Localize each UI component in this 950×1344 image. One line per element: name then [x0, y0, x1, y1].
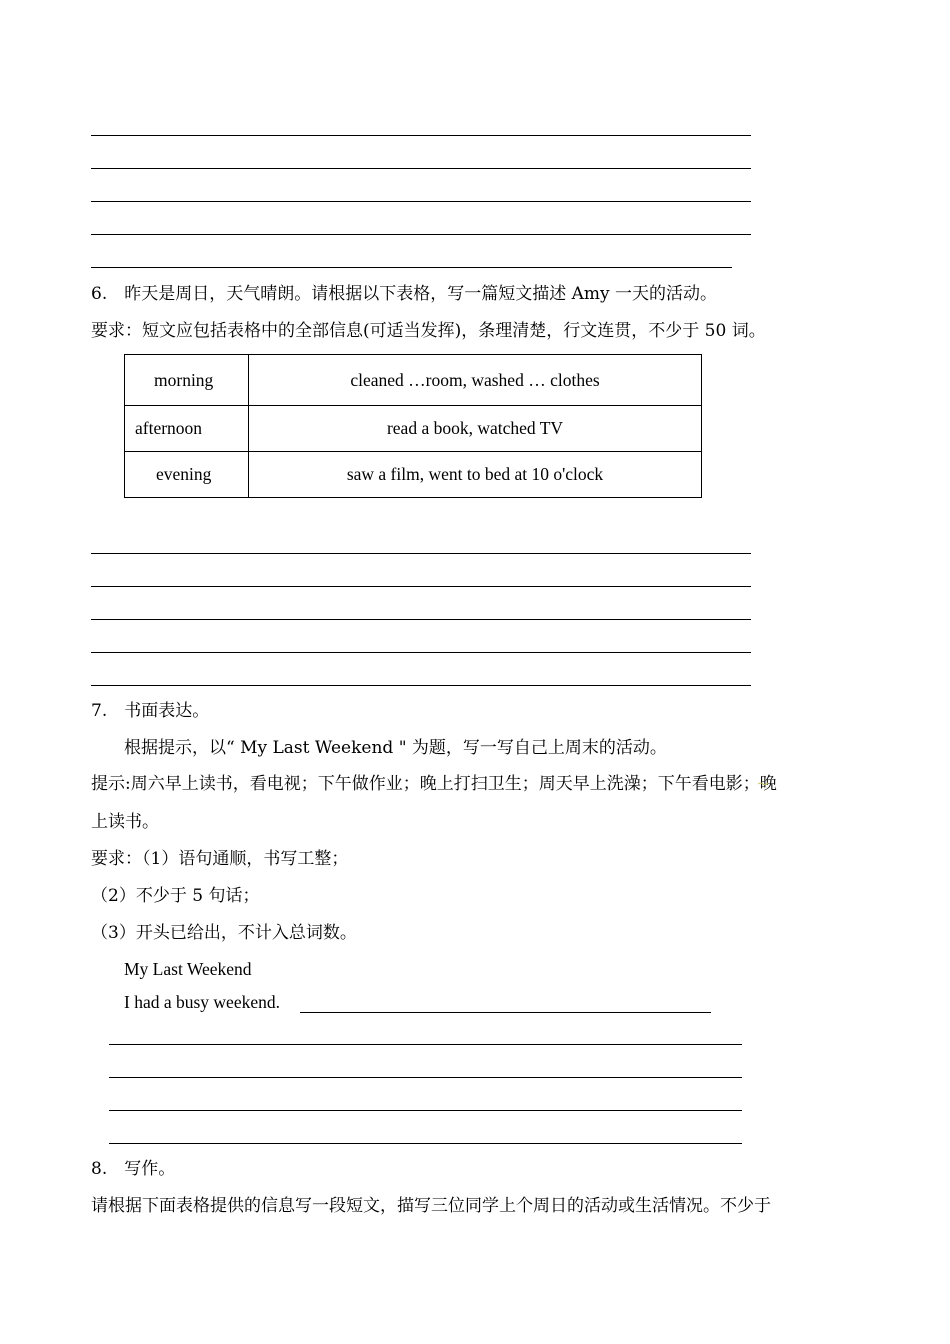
q8-heading: 8. 写作。: [91, 1159, 176, 1179]
essay-title: My Last Weekend: [124, 959, 252, 979]
answer-line: [91, 553, 751, 554]
q6-prompt: 6. 昨天是周日，天气晴朗。请根据以下表格，写一篇短文描述 Amy 一天的活动。: [91, 284, 718, 304]
essay-start: I had a busy weekend.: [124, 992, 280, 1012]
q7-heading: 7. 书面表达。: [91, 701, 210, 721]
q8-instruction: 请根据下面表格提供的信息写一段短文，描写三位同学上个周日的活动或生活情况。不少于: [91, 1196, 771, 1216]
answer-line: [91, 652, 751, 653]
answer-line: [109, 1044, 742, 1045]
table-row: [125, 406, 702, 452]
time-cell: morning: [125, 355, 249, 406]
activity-cell: saw a film, went to bed at 10 o'clock: [249, 452, 702, 498]
answer-line: [91, 201, 751, 202]
answer-line: [300, 1012, 711, 1013]
activity-table: [124, 354, 702, 498]
q7-intro: 根据提示，以“ My Last Weekend " 为题，写一写自己上周末的活动。: [124, 738, 667, 758]
answer-line: [91, 267, 732, 268]
answer-line: [91, 168, 751, 169]
answer-line: [91, 135, 751, 136]
answer-line: [91, 586, 751, 587]
time-cell: evening: [125, 452, 249, 498]
answer-line: [109, 1143, 742, 1144]
q7-hint-line1: 提示:周六早上读书，看电视；下午做作业；晚上打扫卫生；周天早上洗澡；下午看电影；晚: [91, 774, 777, 794]
answer-line: [109, 1077, 742, 1078]
table-row: [125, 355, 702, 406]
answer-line: [91, 234, 751, 235]
activity-cell: read a book, watched TV: [249, 406, 702, 452]
q7-req3: （3）开头已给出，不计入总词数。: [91, 923, 357, 943]
scribble-mark-icon: [758, 782, 768, 785]
time-cell: afternoon: [125, 406, 249, 452]
answer-line: [109, 1110, 742, 1111]
activity-cell: cleaned …room, washed … clothes: [249, 355, 702, 406]
q6-requirement: 要求：短文应包括表格中的全部信息(可适当发挥)，条理清楚，行文连贯，不少于 50 词。: [91, 321, 766, 341]
table-row: [125, 452, 702, 498]
answer-line: [91, 619, 751, 620]
q7-req1: 要求：（1）语句通顺，书写工整；: [91, 849, 349, 869]
q7-req2: （2）不少于 5 句话；: [91, 886, 260, 906]
q7-hint-line2: 上读书。: [91, 812, 159, 832]
answer-line: [91, 685, 751, 686]
